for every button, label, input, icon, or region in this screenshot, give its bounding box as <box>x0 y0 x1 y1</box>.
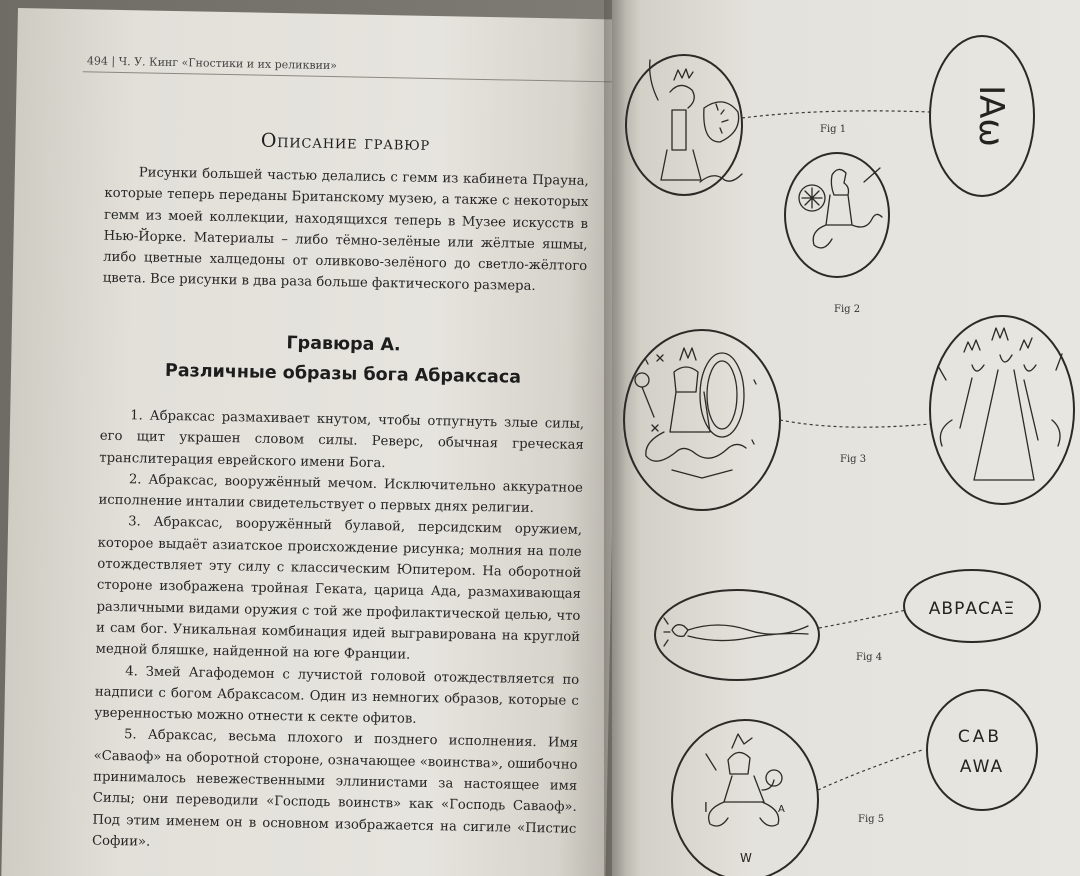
fig5-letter-right: A <box>778 804 785 815</box>
fig5-letter-bottom: W <box>740 851 752 865</box>
item-list <box>92 405 584 861</box>
fig2-label: Fig 2 <box>834 304 861 315</box>
fig5-label: Fig 5 <box>858 814 885 825</box>
fig3-gem <box>624 330 780 510</box>
list-item: 2. Абраксас, вооружённый мечом. Исключительно аккуратное исполнение инталии свидетельствует о первых днях религии. <box>98 472 584 517</box>
running-header: 494 | Ч. У. Кинг «Гностики и их реликвии» <box>86 54 338 73</box>
list-item: 1. Абраксас размахивает кнутом, чтобы отпугнуть злые силы, его щит украшен словом силы. Реверс, обычная греческая транслитерация еврейского имени Бога. <box>99 408 585 471</box>
fig5-gem <box>672 720 818 876</box>
fig5-letter-left: I <box>704 801 708 816</box>
fig1-inscription: IAω <box>971 85 1011 147</box>
list-item: 4. Змей Агафодемон с лучистой головой отождествляется по надписи с богом Абраксасом. Один из немногих образов, которые с уверенностью можно отнести к секте офитов. <box>94 663 580 727</box>
fig1-reverse <box>930 36 1034 196</box>
fig5-reverse <box>927 690 1037 810</box>
fig2-gem <box>785 153 889 277</box>
fig4-label: Fig 4 <box>856 652 883 663</box>
section-subtitle: Различные образы бога Абраксаса <box>164 360 522 388</box>
list-item: 5. Абраксас, весьма плохого и позднего исполнения. Имя «Саваоф» на оборотной стороне, означающее «воинства», ошибочно принималось невежественными эллинистами за настоящее имя Силы; они переводили «Господь воинств» как «Господь Саваоф». Под этим именем он в основном изображается на сигиле «Пистис Софии». <box>91 727 579 850</box>
fig4-connector <box>819 610 906 628</box>
fig3-label: Fig 3 <box>840 454 867 465</box>
fig1-connector <box>742 111 930 118</box>
figures-plate <box>612 0 1080 876</box>
page-title: Описание гравюр <box>260 129 431 155</box>
fig5-connector <box>818 750 922 790</box>
section-title: Гравюра А. <box>286 333 401 356</box>
fig5-inscription-line1: CAB <box>957 727 1003 747</box>
left-page <box>1 8 622 876</box>
fig5-inscription-line2: AWA <box>959 757 1005 777</box>
fig3-reverse <box>930 316 1074 504</box>
fig4-inscription: ΑΒΡΑCΑΞ <box>928 599 1016 619</box>
intro-paragraph: Рисунки большей частью делались с гемм из кабинета Прауна, которые теперь переданы Британскому музею, а также с некоторых гемм из моей коллекции, находящихся теперь в Музее искусств в Нью-Йорке. Материалы – либо тёмно-зелёные или жёлтые яшмы, либо цветные халцедоны от оливково-зелёного до светло-жёлтого цвета. Все рисунки в два раза больше фактического размера. <box>102 165 589 295</box>
fig3-connector <box>780 420 930 427</box>
fig1-label: Fig 1 <box>820 124 847 135</box>
list-item: 3. Абраксас, вооружённый булавой, персидским оружием, которое выдаёт азиатское происхождение рисунка; молния на поле отождествляет эту силу с классическим Юпитером. На оборотной стороне изображена тройная Геката, царица Ада, размахивающая различными видами оружия с той же профилактической целью, что и сам бог. Уникальная комбинация идей выгравирована на круглой медной бляшке, найденной на юге Франции. <box>95 514 583 663</box>
fig4-gem <box>655 590 819 680</box>
fig1-gem <box>626 55 742 195</box>
fig4-reverse <box>904 570 1040 642</box>
